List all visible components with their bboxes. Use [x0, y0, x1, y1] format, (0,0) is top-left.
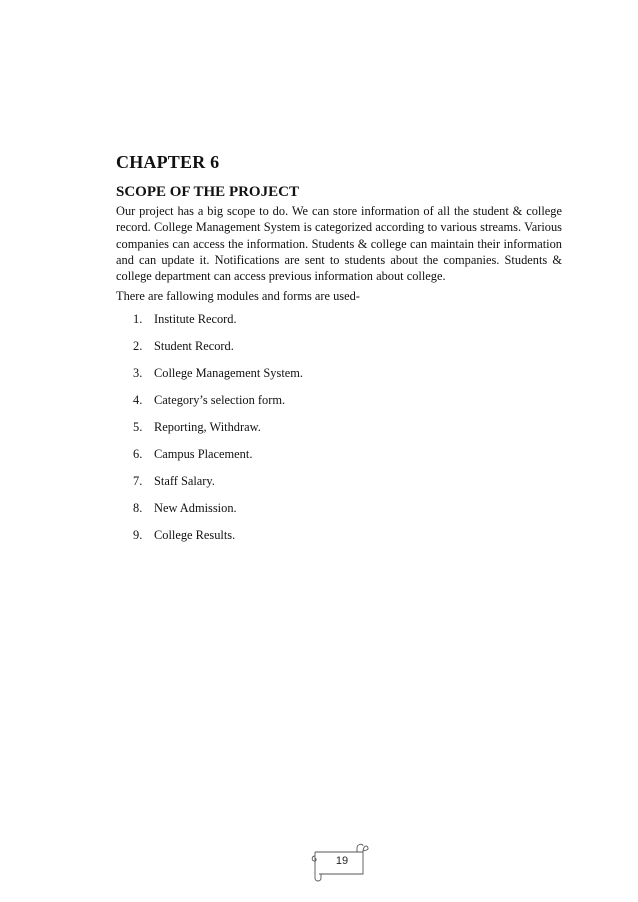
list-item-text: Category’s selection form. [154, 393, 286, 408]
list-item [133, 527, 562, 543]
page-number: 19 [335, 855, 349, 867]
list-item [133, 392, 562, 408]
list-item [133, 365, 562, 381]
scope-paragraph: Our project has a big scope to do. We can store information of all the student & college record. College Management System is categorized according to various streams. Various companies can access the information. Students & college can maintain their information and can update it. Notifications are sent to students about the companies. Students & college department can access previous information about college. [116, 204, 562, 284]
list-item-number: 8. [133, 501, 143, 516]
list-item-text: College Management System. [154, 366, 304, 381]
list-item-number: 1. [133, 312, 143, 327]
list-item [133, 500, 562, 516]
list-item-text: Staff Salary. [154, 474, 215, 489]
list-item-text: Campus Placement. [154, 447, 253, 462]
page-content [116, 151, 562, 554]
modules-intro: There are fallowing modules and forms are used- [116, 289, 360, 304]
list-item-number: 7. [133, 474, 143, 489]
list-item-number: 2. [133, 339, 143, 354]
section-title: SCOPE OF THE PROJECT [116, 184, 299, 200]
list-item [133, 446, 562, 462]
list-item [133, 419, 562, 435]
list-item-number: 4. [133, 393, 143, 408]
list-item-text: College Results. [154, 528, 236, 543]
list-item-text: Student Record. [154, 339, 234, 354]
list-item [133, 338, 562, 354]
chapter-title: CHAPTER 6 [116, 152, 220, 172]
list-item [133, 473, 562, 489]
list-item [133, 311, 562, 327]
list-item-text: Institute Record. [154, 312, 237, 327]
list-item-number: 3. [133, 366, 143, 381]
list-item-text: Reporting, Withdraw. [154, 420, 261, 435]
list-item-text: New Admission. [154, 501, 237, 516]
page-footer [307, 840, 369, 884]
list-item-number: 6. [133, 447, 143, 462]
list-item-number: 9. [133, 528, 143, 543]
list-item-number: 5. [133, 420, 143, 435]
modules-list [116, 311, 562, 543]
